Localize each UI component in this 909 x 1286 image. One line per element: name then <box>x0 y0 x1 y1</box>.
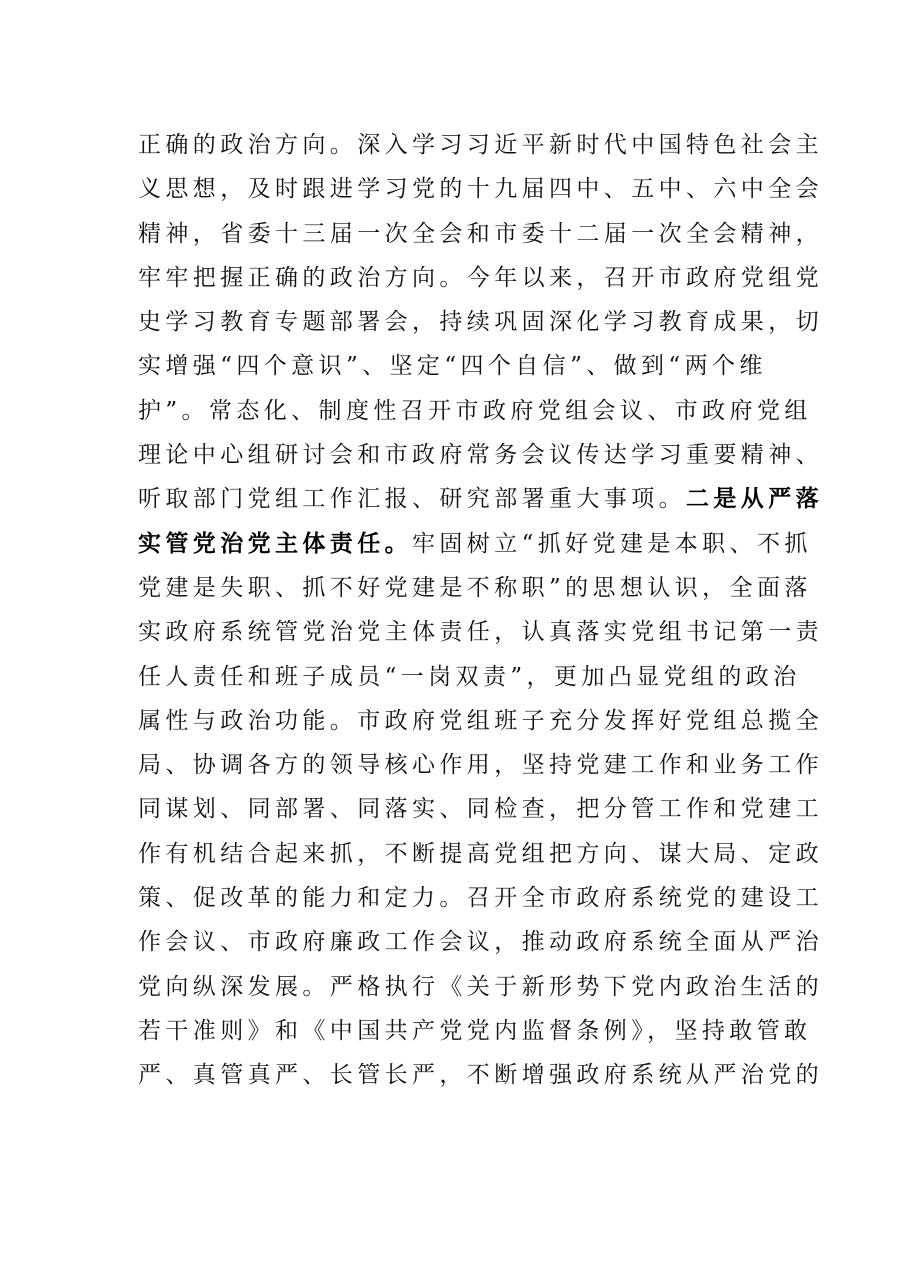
text-line: 同谋划、同部署、同落实、同检查，把分管工作和党建工 <box>138 796 823 823</box>
body-text <box>138 123 823 1098</box>
text-segment: 牢固树立“抓好党建是本职、不抓 <box>412 530 812 557</box>
section-heading-end: 实管党治党主体责任。 <box>138 530 412 557</box>
text-line: 党向纵深发展。严格执行《关于新形势下党内政治生活的 <box>138 973 823 1000</box>
text-line: 严、真管真严、长管长严，不断增强政府系统从严治党的 <box>138 1062 823 1089</box>
text-line: 作有机结合起来抓，不断提高党组把方向、谋大局、定政 <box>138 840 823 867</box>
text-line: 若干准则》和《中国共产党党内监督条例》，坚持敢管敢 <box>138 1017 812 1044</box>
text-line: 党建是失职、抓不好党建是不称职”的思想认识，全面落 <box>138 574 812 601</box>
text-line: 史学习教育专题部署会，持续巩固深化学习教育成果，切 <box>138 309 823 336</box>
text-line <box>138 477 823 521</box>
text-line: 理论中心组研讨会和市政府常务会议传达学习重要精神、 <box>138 442 823 469</box>
text-line <box>138 522 812 566</box>
text-line: 护”。常态化、制度性召开市政府党组会议、市政府党组 <box>138 397 812 424</box>
text-line: 作会议、市政府廉政工作会议，推动政府系统全面从严治 <box>138 929 823 956</box>
text-line: 实政府系统管党治党主体责任，认真落实党组书记第一责 <box>138 619 823 646</box>
text-line: 任人责任和班子成员“一岗双责”，更加凸显党组的政治 <box>138 663 801 690</box>
text-line: 属性与政治功能。市政府党组班子充分发挥好党组总揽全 <box>138 707 823 734</box>
text-line: 局、协调各方的领导核心作用，坚持党建工作和业务工作 <box>138 752 823 779</box>
text-line: 精神，省委十三届一次全会和市委十二届一次全会精神， <box>138 220 823 247</box>
text-line: 策、促改革的能力和定力。召开全市政府系统党的建设工 <box>138 885 823 912</box>
text-line: 正确的政治方向。深入学习习近平新时代中国特色社会主 <box>138 132 823 158</box>
text-line: 义思想，及时跟进学习党的十九届四中、五中、六中全会 <box>138 176 823 203</box>
text-segment: 听取部门党组工作汇报、研究部署重大事项。 <box>138 486 686 513</box>
text-line: 实增强“四个意识”、坚定“四个自信”、做到“两个维 <box>138 353 767 380</box>
text-line: 牢牢把握正确的政治方向。今年以来，召开市政府党组党 <box>138 264 823 291</box>
section-heading-start: 二是从严落 <box>686 486 823 513</box>
